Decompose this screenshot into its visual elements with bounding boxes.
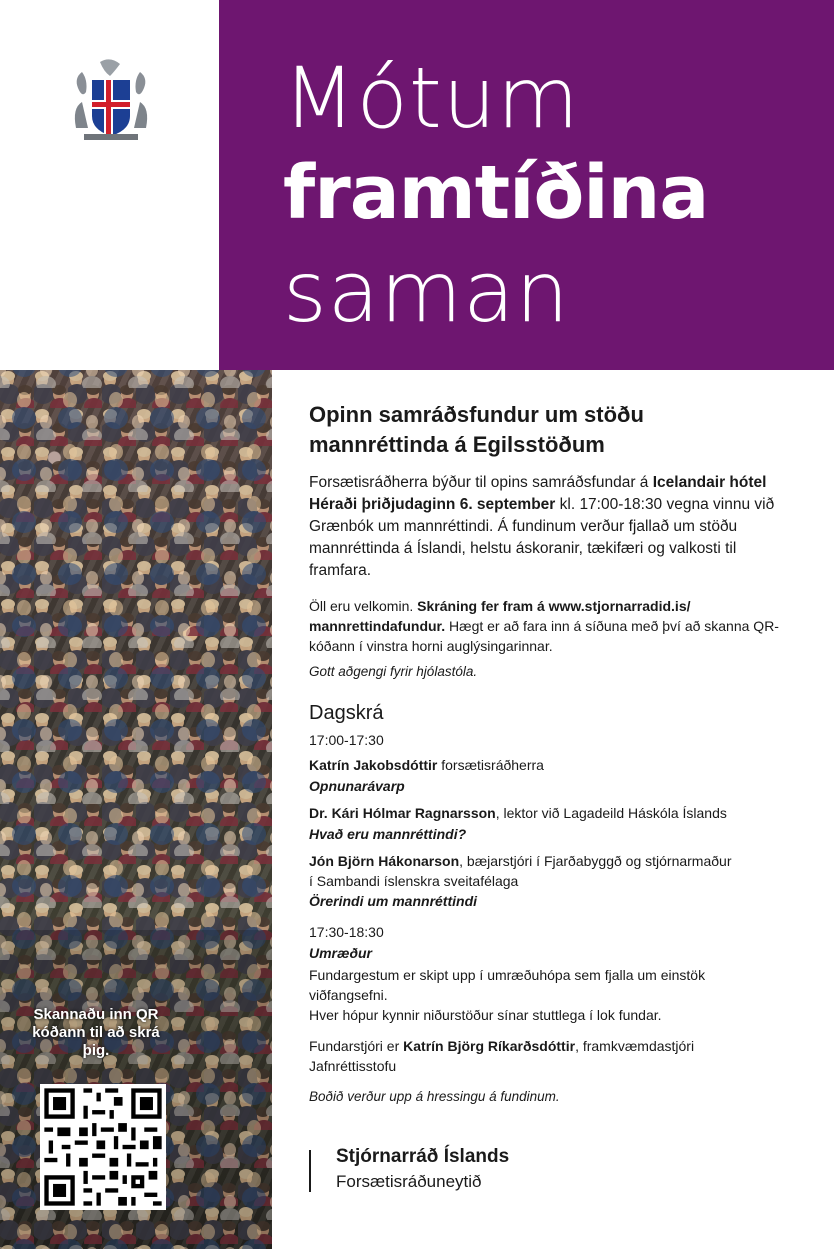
speaker-1-topic: Opnunarávarp bbox=[309, 778, 405, 794]
title-banner bbox=[219, 0, 834, 370]
speaker-1: Katrín Jakobsdóttir forsætisráðherra bbox=[309, 757, 544, 773]
qr-code-icon[interactable] bbox=[40, 1084, 166, 1210]
speaker-3-role: í Sambandi íslenskra sveitafélaga bbox=[309, 873, 519, 889]
chair-line-2: Jafnréttisstofu bbox=[309, 1058, 397, 1074]
footer-ministry: Forsætisráðuneytið bbox=[336, 1172, 482, 1191]
speaker-3-topic: Örerindi um mannréttindi bbox=[309, 893, 478, 909]
qr-instruction: Skannaðu inn QR kóðann til að skrá þig. bbox=[32, 1006, 160, 1059]
headline-line-2: framtíðina bbox=[283, 150, 709, 236]
subtitle: Opinn samráðsfundur um stöðu mannréttinda á Egilsstöðum bbox=[309, 402, 644, 457]
discussion-title: Umræður bbox=[309, 945, 373, 961]
speaker-3: Jón Björn Hákonarson, bæjarstjóri í Fjarðabyggð og stjórnarmaður bbox=[309, 853, 732, 869]
discussion-line-3: Hver hópur kynnir niðurstöður sínar stuttlega í lok fundar. bbox=[309, 1007, 662, 1023]
logo-area bbox=[0, 0, 219, 370]
coat-of-arms-icon bbox=[70, 58, 152, 142]
agenda-time-2: 17:30-18:30 bbox=[309, 924, 384, 940]
registration-paragraph: Öll eru velkomin. Skráning fer fram á www.stjornarradid.is/ mannrettindafundur. Hægt er að fara inn á síðuna með því að skanna QR-kóðann í vinstra horni auglýsingarinnar. bbox=[309, 598, 779, 654]
chair-line-1: Fundarstjóri er Katrín Björg Ríkarðsdóttir, framkvæmdastjóri bbox=[309, 1038, 695, 1054]
crowd-photo bbox=[0, 370, 272, 1249]
footer-divider bbox=[309, 1150, 311, 1192]
speaker-2-topic: Hvað eru mannréttindi? bbox=[309, 826, 467, 842]
header bbox=[0, 0, 834, 370]
accessibility-note: Gott aðgengi fyrir hjólastóla. bbox=[309, 664, 478, 679]
refreshments-note: Boðið verður upp á hressingu á fundinum. bbox=[309, 1089, 560, 1104]
registration-link[interactable]: Skráning fer fram á www.stjornarradid.is/ mannrettindafundur. bbox=[309, 598, 691, 634]
headline-line-3: saman bbox=[283, 243, 570, 341]
footer-organization: Stjórnarráð Íslands bbox=[336, 1146, 510, 1167]
discussion-line-1: Fundargestum er skipt upp í umræðuhópa sem fjalla um einstök bbox=[309, 967, 706, 983]
speaker-2: Dr. Kári Hólmar Ragnarsson, lektor við Lagadeild Háskóla Íslands bbox=[309, 805, 727, 821]
agenda-title: Dagskrá bbox=[309, 702, 384, 724]
headline-line-1: Mótum bbox=[283, 49, 580, 147]
discussion-line-2: viðfangsefni. bbox=[309, 987, 388, 1003]
agenda-time-1: 17:00-17:30 bbox=[309, 732, 384, 748]
intro-paragraph: Forsætisráðherra býður til opins samráðsfundar á Icelandair hótel Héraði þriðjudaginn 6. september kl. 17:00-18:30 vegna vinnu við Grænbók um mannréttindi. Á fundinum verður fjallað um stöðu mannréttinda á Íslandi, helstu áskoranir, tækifæri og valkosti til framfara. bbox=[309, 474, 775, 579]
